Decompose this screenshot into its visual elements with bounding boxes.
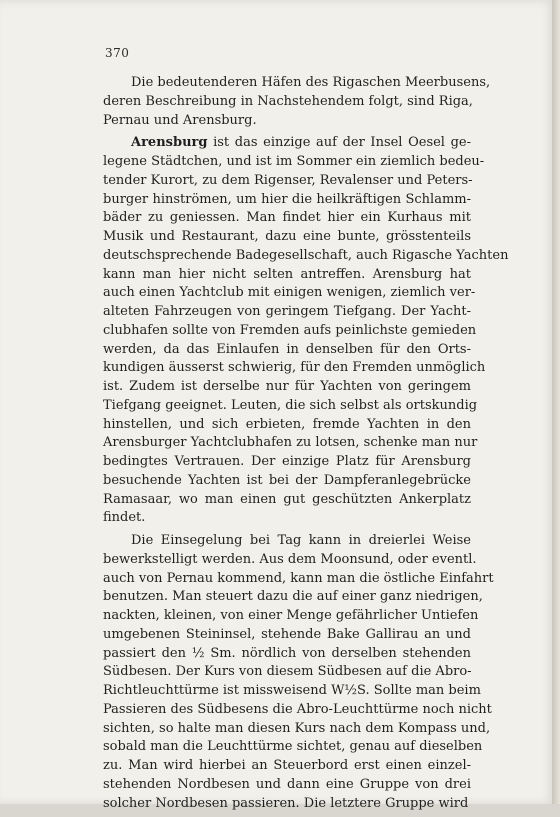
text-line [103,663,471,682]
line-text: bäder zu geniessen. Man findet hier ein Kurhaus mit [103,210,471,226]
line-text: bewerkstelligt werden. Aus dem Moonsund, oder eventl. [103,551,477,567]
line-text: deren Beschreibung in Nachstehendem folgt, sind Riga, [103,93,473,109]
line-text: hinstellen, und sich erbieten, fremde Yachten in den [103,416,471,432]
text-line [103,303,471,322]
text-line [103,134,471,153]
line-text: deutschsprechende Badegesellschaft, auch Rigasche Yachten [103,247,509,263]
line-text: auch von Pernau kommend, kann man die östliche Einfahrt [103,570,494,586]
text-line [103,472,471,491]
line-text: solcher Nordbesen passieren. Die letztere Gruppe wird [103,795,469,811]
line-text: legene Städtchen, und ist im Sommer ein ziemlich bedeu- [103,154,485,169]
text-line [103,720,491,739]
line-text: benutzen. Man steuert dazu die auf einer ganz niedrigen, [103,589,483,605]
text-line [103,266,471,285]
line-text: clubhafen sollte von Fremden aufs peinlichste gemieden [103,322,477,338]
paragraph [103,74,491,130]
text-line [103,551,477,570]
line-text: auch einen Yachtclub mit einigen wenigen, ziemlich ver- [103,285,476,301]
line-text: Die bedeutenderen Häfen des Rigaschen Meerbusens, [131,75,491,90]
text-line [103,701,492,720]
text-line [103,453,471,472]
line-text: Arensburger Yachtclubhafen zu lotsen, schenke man nur [103,435,478,451]
text-line [103,74,491,93]
text-line [103,247,509,266]
line-text: Musik und Restaurant, dazu eine bunte, grösstenteils [103,229,471,244]
paragraph [103,134,509,528]
text-line [103,322,477,341]
text-line [103,682,481,701]
line-text: stehenden Nordbesen und dann eine Gruppe von drei [103,776,471,792]
line-text: nackten, kleinen, von einer Menge gefährlicher Untiefen [103,608,479,623]
text-line [103,93,471,112]
line-text: Pernau und Arensburg. [103,112,257,128]
text-line [103,757,471,776]
text-line [103,434,478,453]
line-text: umgebenen Steininsel, stehende Bake Gallirau an und [103,626,471,642]
line-text: sobald man die Leuchttürme sichtet, genau auf dieselben [103,739,483,755]
line-text: Richtleuchttürme ist missweisend W½S. Sollte man beim [103,683,481,698]
text-line [103,626,471,645]
text-line [103,607,479,626]
page-edge [552,0,560,804]
line-text: burger hinströmen, um hier die heilkräftigen Schlamm- [103,191,471,207]
text-line [103,209,471,228]
text-line [103,153,485,172]
text-line [103,284,476,303]
paragraph [103,532,494,813]
text-line [103,397,478,416]
text-line [103,509,471,528]
text-line [103,570,494,589]
text-line [103,112,471,131]
line-text: Die Einsegelung bei Tag kann in dreierlei Weise [131,533,471,548]
line-text: zu. Man wird hierbei an Steuerbord erst einen einzel- [103,758,471,773]
text-line [103,378,471,397]
text-line [103,416,471,435]
line-text: ist. Zudem ist derselbe nur für Yachten von geringem [103,379,471,394]
line-text: alteten Fahrzeugen von geringem Tiefgang. Der Yacht- [103,304,471,319]
line-text: kann man hier nicht selten antreffen. Arensburg hat [103,266,471,282]
body-text [103,74,509,817]
text-line [103,532,471,551]
line-text: findet. [103,510,146,526]
line-text: bedingtes Vertrauen. Der einzige Platz für Arensburg [103,454,471,469]
line-text: Südbesen. Der Kurs von diesem Südbesen auf die Abro- [103,664,472,680]
text-line [103,491,471,510]
text-line [103,172,471,191]
text-line [103,341,471,360]
text-line [103,359,486,378]
line-text: Passieren des Südbesens die Abro-Leuchttürme noch nicht [103,701,492,717]
text-line [103,228,471,247]
line-text: kundigen äusserst schwierig, für den Fremden unmöglich [103,360,486,376]
page-number: 370 [105,46,130,60]
text-line [103,191,471,210]
text-line [103,738,483,757]
text-line [103,776,471,795]
line-text: besuchende Yachten ist bei der Dampferanlegebrücke [103,472,471,488]
line-text: Ramasaar, wo man einen gut geschützten Ankerplatz [103,491,471,507]
text-line [103,588,483,607]
bold-lead-word: Arensburg [131,135,208,151]
line-text: ist das einzige auf der Insel Oesel ge- [207,135,471,151]
line-text: werden, da das Einlaufen in denselben für den Orts- [103,341,471,357]
line-text: tender Kurort, zu dem Rigenser, Revalenser und Peters- [103,172,473,188]
line-text: Tiefgang geeignet. Leuten, die sich selbst als ortskundig [103,397,478,413]
text-line [103,645,471,664]
line-text: sichten, so halte man diesen Kurs nach dem Kompass und, [103,720,491,736]
line-text: passiert den ½ Sm. nördlich von derselben stehenden [103,645,471,661]
